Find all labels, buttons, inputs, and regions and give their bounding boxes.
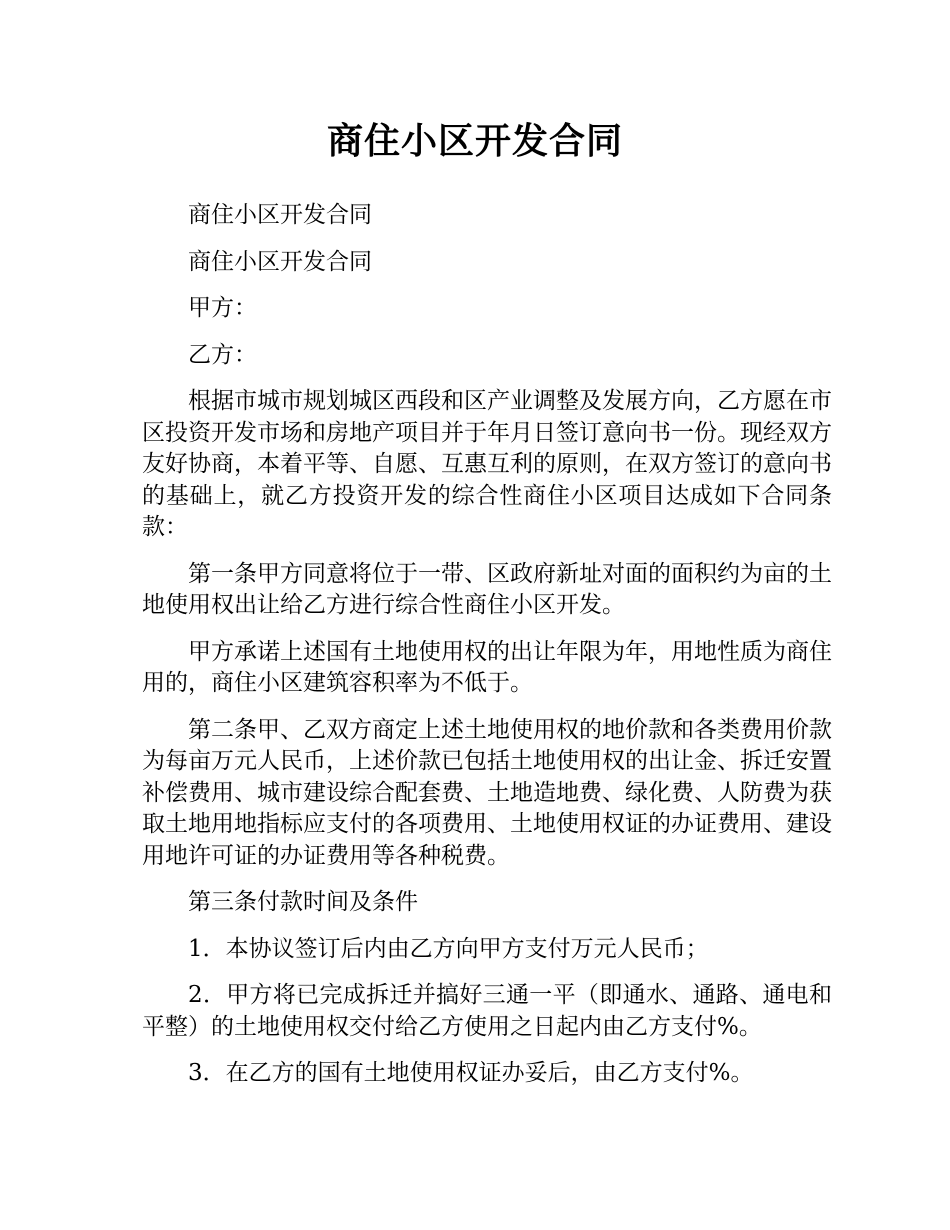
paragraph-article-2: 第二条甲、乙双方商定上述土地使用权的地价款和各类费用价款为每亩万元人民币，上述价款已包括土地使用权的出让金、拆迁安置补偿费用、城市建设综合配套费、土地造地费、绿化费、人防费为获取土地用地指标应支付的各项费用、土地使用权证的办证费用、建设用地许可证的办证费用等各种税费。 bbox=[142, 716, 832, 869]
paragraph-payment-2: 2．甲方将已完成拆迁并搞好三通一平（即通水、通路、通电和平整）的土地使用权交付给乙方使用之日起内由乙方支付%。 bbox=[142, 982, 832, 1040]
paragraph-article-3: 第三条付款时间及条件 bbox=[188, 889, 418, 915]
paragraph-land-term: 甲方承诺上述国有土地使用权的出让年限为年，用地性质为商住用的，商住小区建筑容积率为不低于。 bbox=[142, 638, 832, 696]
paragraph-heading-repeat-2: 商住小区开发合同 bbox=[188, 248, 372, 275]
paragraph-party-a: 甲方： bbox=[188, 295, 257, 321]
paragraph-payment-3: 3．在乙方的国有土地使用权证办妥后，由乙方支付%。 bbox=[188, 1060, 754, 1086]
document-title: 商住小区开发合同 bbox=[326, 121, 623, 162]
paragraph-party-b: 乙方： bbox=[188, 341, 257, 368]
document-body bbox=[142, 200, 832, 1105]
paragraph-payment-1: 1．本协议签订后内由乙方向甲方支付万元人民币； bbox=[188, 935, 709, 962]
paragraph-heading-repeat-1: 商住小区开发合同 bbox=[188, 202, 372, 228]
paragraph-article-1: 第一条甲方同意将位于一带、区政府新址对面的面积约为亩的土地使用权出让给乙方进行综合性商住小区开发。 bbox=[142, 560, 832, 618]
paragraph-preamble: 根据市城市规划城区西段和区产业调整及发展方向，乙方愿在市区投资开发市场和房地产项目并于年月日签订意向书一份。现经双方友好协商，本着平等、自愿、互惠互利的原则，在双方签订的意向书的基础上，就乙方投资开发的综合性商住小区项目达成如下合同条款： bbox=[142, 388, 832, 540]
